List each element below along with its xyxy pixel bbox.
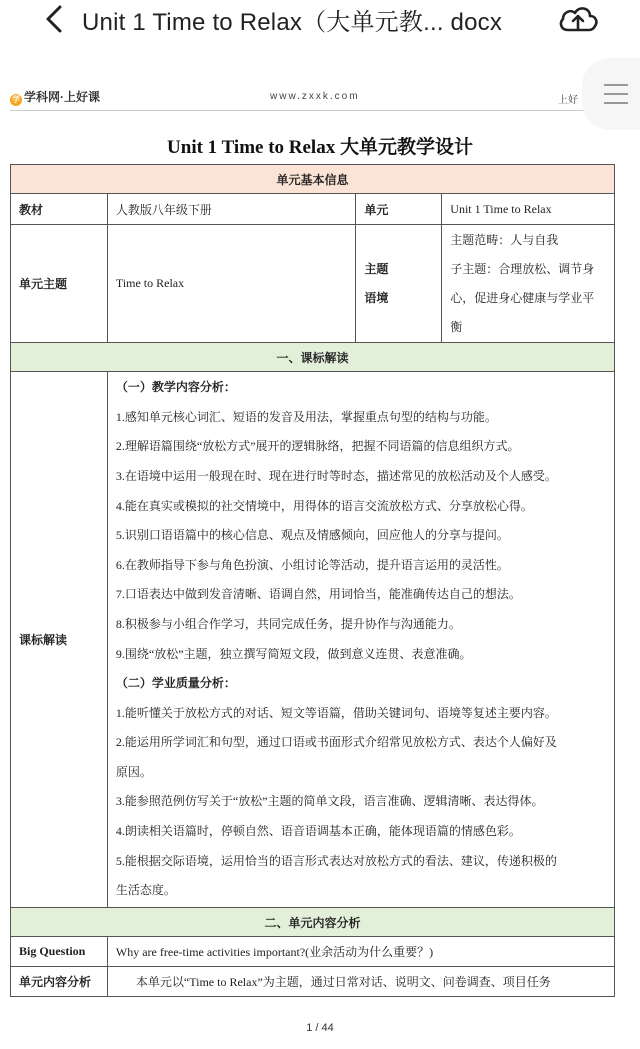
cloud-upload-icon[interactable] [556, 0, 600, 36]
standard-label: 课标解读 [11, 372, 108, 908]
unit-design-table [10, 164, 615, 997]
chevron-left-icon[interactable] [38, 2, 74, 36]
standard-content [107, 372, 614, 908]
site-logo [10, 88, 100, 106]
list-item: 1.感知单元核心词汇、短语的发音及用法，掌握重点句型的结构与功能。 [115, 409, 497, 424]
list-item: 3.在语境中运用一般现在时、现在进行时等时态，描述常见的放松活动及个人感受。 [115, 468, 557, 483]
document-title-header: Unit 1 Time to Relax（大单元教... docx [82, 9, 503, 36]
list-item: 原因。 [115, 764, 152, 779]
content-heading-2: （二）学业质量分析： [115, 676, 236, 691]
list-item: 7.口语表达中做到发音清晰、语调自然，用词恰当，能准确传达自己的想法。 [115, 587, 521, 602]
section-content: 二、单元内容分析 [11, 908, 615, 937]
big-question-value: Why are free-time activities important?(业余活动为什么重要？) [107, 937, 614, 967]
top-bar [0, 0, 640, 40]
list-item: 2.理解语篇围绕“放松方式”展开的逻辑脉络，把握不同语篇的信息组织方式。 [115, 439, 520, 454]
logo-mark: 学 [12, 95, 20, 104]
page-header-right-text: 上好 [558, 95, 578, 106]
unit-theme-value: Time to Relax [107, 225, 356, 343]
big-question-label: Big Question [11, 937, 108, 967]
content-analysis-value: 本单元以“Time to Relax”为主题，通过日常对话、说明文、问卷调查、项目任务 [107, 967, 614, 997]
list-item: 5.识别口语语篇中的核心信息、观点及情感倾向，回应他人的分享与提问。 [115, 528, 509, 543]
section-standard: 一、课标解读 [11, 343, 615, 372]
list-item: 5.能根据交际语境，运用恰当的语言形式表达对放松方式的看法、建议，传递积极的 [115, 853, 557, 868]
list-item: 4.能在真实或模拟的社交情境中，用得体的语言交流放松方式、分享放松心得。 [115, 498, 533, 513]
list-item: 2.能运用所学词汇和句型，通过口语或书面形式介绍常见放松方式、表达个人偏好及 [115, 735, 557, 750]
document-page[interactable] [0, 58, 640, 1049]
content-analysis-label: 单元内容分析 [11, 967, 108, 997]
menu-icon[interactable] [582, 58, 640, 130]
list-item: 生活态度。 [115, 883, 176, 898]
unit-label: 单元 [356, 194, 442, 225]
page-header [10, 86, 610, 111]
list-item: 4.朗读相关语篇时，停顿自然、语音语调基本正确，能体现语篇的情感色彩。 [115, 824, 521, 839]
list-item: 8.积极参与小组合作学习，共同完成任务，提升协作与沟通能力。 [115, 616, 461, 631]
content-heading-1: （一）教学内容分析： [115, 380, 236, 395]
list-item: 6.在教师指导下参与角色扮演、小组讨论等活动，提升语言运用的灵活性。 [115, 557, 509, 572]
doc-title: Unit 1 Time to Relax 大单元教学设计 [167, 137, 473, 158]
unit-theme-label: 单元主题 [11, 225, 108, 343]
section-basic-info: 单元基本信息 [11, 165, 615, 194]
logo-text: 学科网·上好课 [24, 90, 100, 104]
list-item: 3.能参照范例仿写关于“放松”主题的简单文段，语言准确、逻辑清晰、表达得体。 [115, 794, 544, 809]
textbook-label: 教材 [11, 194, 108, 225]
list-item: 1.能听懂关于放松方式的对话、短文等语篇，借助关键词句、语境等复述主要内容。 [115, 705, 557, 720]
theme-context-value: 主题范畴：人与自我 子主题：合理放松、调节身 心，促进身心健康与学业平 衡 [442, 225, 615, 343]
unit-value: Unit 1 Time to Relax [442, 194, 615, 225]
site-url: www.zxxk.com [270, 91, 360, 102]
list-item: 9.围绕“放松”主题，独立撰写简短文段，做到意义连贯、表意准确。 [115, 646, 472, 661]
theme-context-label: 主题 语境 [356, 225, 442, 343]
page-number: 1 / 44 [306, 1022, 334, 1034]
textbook-value: 人教版八年级下册 [107, 194, 356, 225]
